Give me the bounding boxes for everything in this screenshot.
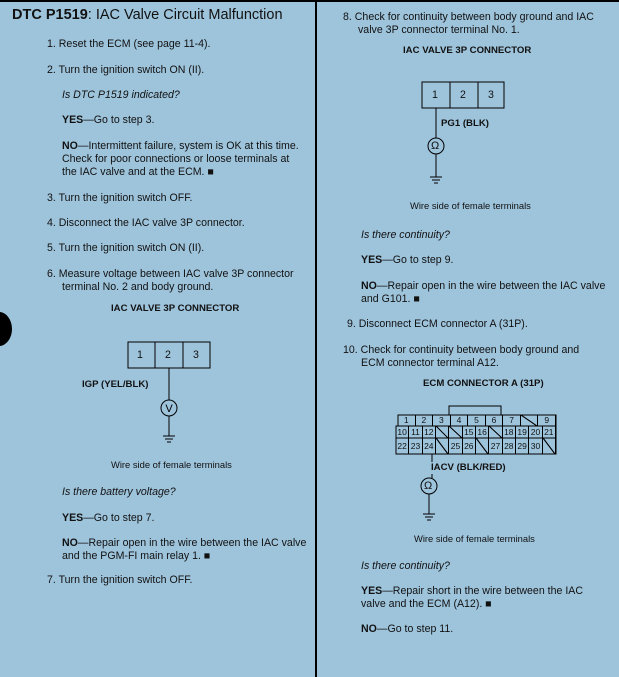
step-2: 2. Turn the ignition switch ON (II). [47, 64, 205, 76]
ecm-empty-cavity [543, 438, 556, 454]
ecm-empty-cavity [449, 426, 462, 438]
step-1: 1. Reset the ECM (see page 11-4). [47, 38, 211, 50]
ecm-latch [449, 406, 501, 415]
no-intermittent-line2: Check for poor connections or loose terminals at [62, 153, 290, 165]
end-square-icon: ■ [203, 550, 211, 562]
no-intermittent: NO—Intermittent failure, system is OK at this time. [62, 140, 299, 152]
ecm-row-1-labels [398, 415, 556, 426]
ecm-empty-cavity [436, 426, 449, 438]
ecm-terminal: 27 [489, 438, 502, 454]
step-6-line2: terminal No. 2 and body ground. [62, 281, 214, 293]
step-3: 3. Turn the ignition switch OFF. [47, 192, 193, 204]
terminal-label: 3 [488, 89, 494, 101]
ecm-empty-cavity [436, 438, 449, 454]
ecm-terminal: 1 [398, 415, 416, 426]
no-intermittent-line3: the IAC valve and at the ECM. ■ [62, 166, 214, 178]
ecm-empty-cavity [476, 438, 489, 454]
ecm-terminal: 4 [451, 415, 469, 426]
ecm-connector-title: ECM CONNECTOR A (31P) [423, 378, 544, 389]
no-repair-relay: NO—Repair open in the wire between the IAC valve [62, 537, 307, 549]
yes-step7: YES—Go to step 7. [62, 512, 155, 524]
step-5: 5. Turn the ignition switch ON (II). [47, 242, 205, 254]
yes-step3: YES—Go to step 3. [62, 114, 155, 126]
terminal-label: 2 [165, 349, 171, 361]
question-dtc: Is DTC P1519 indicated? [62, 89, 180, 101]
ecm-terminal: 3 [433, 415, 451, 426]
ecm-terminal: 12 [423, 426, 436, 438]
ecm-row-3-labels [396, 438, 556, 454]
ecm-terminal: 30 [529, 438, 542, 454]
ecm-terminal: 5 [468, 415, 486, 426]
ecm-terminal: 22 [396, 438, 409, 454]
end-square-icon: ■ [207, 166, 214, 178]
terminal-label: 1 [432, 89, 438, 101]
ohm-symbol-ecm: Ω [424, 480, 433, 492]
no-step11: NO—Go to step 11. [361, 623, 454, 635]
step-10: 10. Check for continuity between body ground and [343, 344, 580, 356]
connector-title-left: IAC VALVE 3P CONNECTOR [111, 303, 240, 314]
ecm-terminal: 7 [503, 415, 521, 426]
wire-label-iacv: IACV (BLK/RED) [431, 462, 506, 473]
caption-left: Wire side of female terminals [111, 459, 232, 470]
ecm-terminal: 28 [503, 438, 516, 454]
ecm-terminal: 11 [409, 426, 422, 438]
end-square-icon: ■ [413, 293, 420, 305]
ecm-terminal: 6 [486, 415, 504, 426]
ecm-empty-cavity [521, 415, 539, 426]
ecm-row-2-labels [396, 426, 556, 438]
ecm-empty-cavity [489, 426, 502, 438]
no-repair-g101-line2: and G101. ■ [361, 293, 420, 305]
connector-title-right: IAC VALVE 3P CONNECTOR [403, 45, 532, 56]
end-square-icon: ■ [485, 598, 492, 610]
ecm-terminal: 29 [516, 438, 529, 454]
terminal-label: 2 [460, 89, 466, 101]
step-8-line2: valve 3P connector terminal No. 1. [358, 24, 520, 36]
ecm-terminal: 25 [449, 438, 462, 454]
ecm-terminal: 19 [516, 426, 529, 438]
question-continuity-2: Is there continuity? [361, 560, 450, 572]
step-6: 6. Measure voltage between IAC valve 3P connector [47, 268, 294, 280]
no-repair-relay-line2: and the PGM-FI main relay 1. ■ [62, 550, 211, 562]
ecm-terminal: 23 [409, 438, 422, 454]
ecm-terminal: 15 [463, 426, 476, 438]
ohm-symbol: Ω [431, 140, 440, 152]
step-4: 4. Disconnect the IAC valve 3P connector. [47, 217, 245, 229]
step-10-line2: ECM connector terminal A12. [361, 357, 499, 369]
question-continuity-1: Is there continuity? [361, 229, 450, 241]
yes-repair-short: YES—Repair short in the wire between the IAC [361, 585, 583, 597]
step-8: 8. Check for continuity between body ground and IAC [343, 11, 594, 23]
ecm-terminal: 20 [529, 426, 542, 438]
question-voltage: Is there battery voltage? [62, 486, 176, 498]
wire-label-igp: IGP (YEL/BLK) [82, 379, 149, 390]
step-9: 9. Disconnect ECM connector A (31P). [347, 318, 528, 330]
yes-repair-short-line2: valve and the ECM (A12). ■ [361, 598, 492, 610]
yes-step9: YES—Go to step 9. [361, 254, 454, 266]
wire-label-pg1: PG1 (BLK) [441, 118, 489, 129]
ecm-terminal: 16 [476, 426, 489, 438]
ecm-terminal: 18 [503, 426, 516, 438]
ecm-terminal: 2 [416, 415, 434, 426]
no-repair-g101: NO—Repair open in the wire between the IAC valve [361, 280, 606, 292]
terminal-label: 3 [193, 349, 199, 361]
voltmeter-symbol: V [165, 403, 173, 415]
ecm-terminal: 10 [396, 426, 409, 438]
ecm-terminal: 9 [538, 415, 556, 426]
ecm-terminal: 24 [423, 438, 436, 454]
caption-right: Wire side of female terminals [410, 200, 531, 211]
ecm-terminal: 26 [463, 438, 476, 454]
step-7: 7. Turn the ignition switch OFF. [47, 574, 193, 586]
terminal-label: 1 [137, 349, 143, 361]
ecm-terminal: 21 [543, 426, 556, 438]
caption-ecm: Wire side of female terminals [414, 533, 535, 544]
page-title: DTC P1519: IAC Valve Circuit Malfunction [12, 7, 283, 23]
